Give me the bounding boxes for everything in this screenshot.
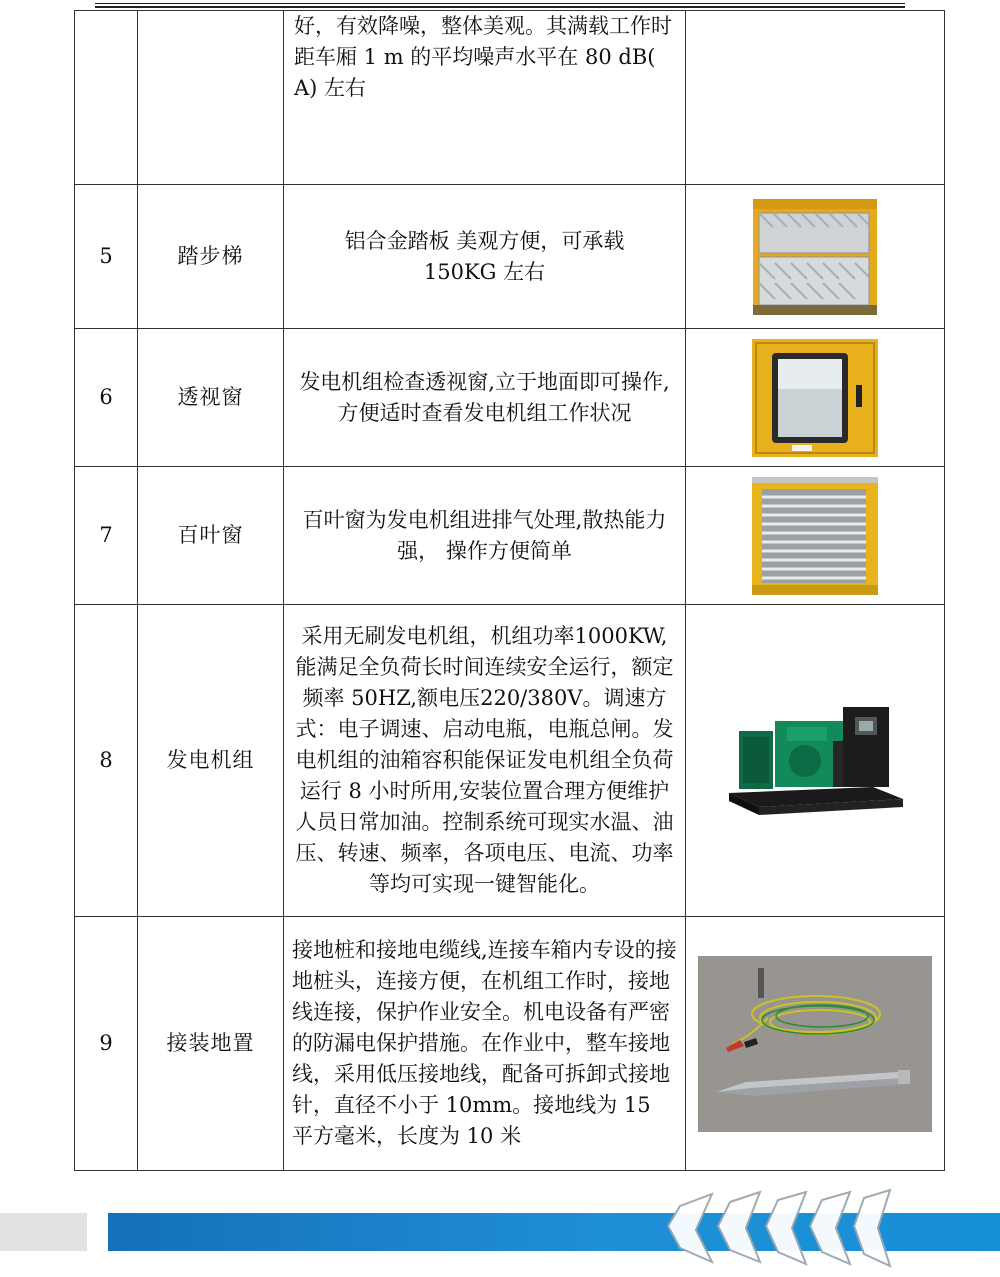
- row-description: [284, 467, 686, 605]
- row-image-cell: [686, 185, 945, 329]
- description-text: 发电机组检查透视窗,立于地面即可操作,方便适时查看发电机组工作状况: [299, 369, 670, 425]
- inspection-window-photo: [752, 339, 878, 457]
- row-number: 5: [75, 185, 138, 329]
- table-row: [75, 917, 945, 1171]
- table-row: [75, 185, 945, 329]
- row-image-cell: [686, 329, 945, 467]
- row-description: [284, 605, 686, 917]
- row-description: [284, 11, 686, 185]
- description-text: 采用无刷发电机组，机组功率1000KW,能满足全负荷长时间连续安全运行，额定频率 50HZ,额电压220/380V。调速方式：电子调速、启动电瓶，电瓶总闸。发电机组的油箱容积能保证发电机组全负荷运行 8 小时所用,安装位置合理方便维护人员日常加油。控制系统可现实水温、油压、转速、频率，各项电压、电流、功率等均可实现一键智能化。: [295, 624, 674, 896]
- description-text: 好，有效降噪，整体美观。其满载工作时距车厢 1 m 的平均噪声水平在 80 dB( A) 左右: [294, 14, 672, 100]
- row-item-name: 百叶窗: [138, 467, 284, 605]
- table-row: [75, 467, 945, 605]
- row-item-name: 接装地置: [138, 917, 284, 1171]
- footer-gray-block: [0, 1213, 87, 1251]
- row-item-name: [138, 11, 284, 185]
- row-number: 8: [75, 605, 138, 917]
- table-row: [75, 11, 945, 185]
- row-image-cell: [686, 917, 945, 1171]
- footer-chevron-decoration: [660, 1186, 900, 1270]
- row-description: [284, 329, 686, 467]
- description-text: 接地桩和接地电缆线,连接车箱内专设的接地桩头，连接方便，在机组工作时，接地线连接，保护作业安全。机电设备有严密的防漏电保护措施。在作业中，整车接地线，采用低压接地线，配备可拆卸式接地针，直径不小于 10mm。接地线为 15 平方毫米，长度为 10 米: [292, 938, 677, 1148]
- row-image-cell: [686, 11, 945, 185]
- row-description: [284, 917, 686, 1171]
- top-rule: [95, 6, 905, 8]
- row-description: [284, 185, 686, 329]
- louver-window-photo: [752, 477, 878, 595]
- row-number: [75, 11, 138, 185]
- row-item-name: 发电机组: [138, 605, 284, 917]
- row-number: 6: [75, 329, 138, 467]
- row-number: 7: [75, 467, 138, 605]
- description-text: 铝合金踏板 美观方便，可承载 150KG 左右: [344, 228, 625, 284]
- top-rule: [95, 3, 905, 4]
- row-image-cell: [686, 467, 945, 605]
- description-text: 百叶窗为发电机组进排气处理,散热能力强， 操作方便简单: [302, 507, 667, 563]
- table-row: [75, 329, 945, 467]
- row-image-cell: [686, 605, 945, 917]
- row-item-name: 透视窗: [138, 329, 284, 467]
- table-row: [75, 605, 945, 917]
- generator-set-photo: [725, 701, 905, 821]
- row-number: 9: [75, 917, 138, 1171]
- spec-table: [74, 10, 945, 1171]
- aluminum-step-ladder-photo: [753, 199, 877, 315]
- row-item-name: 踏步梯: [138, 185, 284, 329]
- grounding-cable-rod-photo: [698, 956, 932, 1132]
